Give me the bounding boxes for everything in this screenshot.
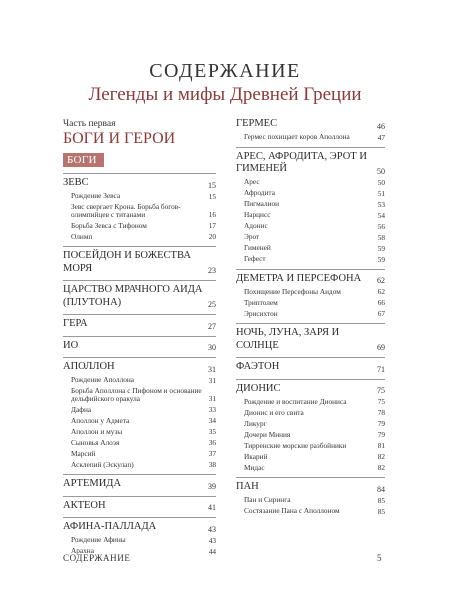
toc-left-column xyxy=(63,118,216,557)
toc-subentry[interactable] xyxy=(71,376,216,385)
toc-section-page: 50 xyxy=(377,166,385,176)
toc-section xyxy=(236,379,385,473)
toc-left-list xyxy=(63,173,216,556)
toc-subentry-page: 59 xyxy=(377,254,385,264)
toc-subentry-page: 85 xyxy=(377,495,385,505)
toc-subentry[interactable] xyxy=(244,441,385,450)
toc-subentry-title: Арес xyxy=(244,177,260,187)
toc-subentry-title: Афродита xyxy=(244,188,275,198)
toc-subentry[interactable] xyxy=(244,419,385,428)
page-title: СОДЕРЖАНИЕ xyxy=(149,60,301,82)
toc-section-heading[interactable] xyxy=(63,521,216,534)
toc-section-page: 46 xyxy=(377,121,385,131)
toc-subentry-page: 37 xyxy=(208,449,216,459)
toc-right-column xyxy=(236,118,385,517)
toc-section xyxy=(236,147,385,264)
toc-subentry[interactable] xyxy=(244,408,385,417)
toc-subentry[interactable] xyxy=(244,298,385,307)
toc-subentry-title: Асклепий (Эскулап) xyxy=(71,459,134,469)
toc-subentry[interactable] xyxy=(244,178,385,187)
toc-subentry-page: 79 xyxy=(377,430,385,439)
toc-subentry-page: 54 xyxy=(377,210,385,220)
toc-section-title: ДИОНИС xyxy=(236,382,281,394)
toc-subentry-title: Борьба Зевса с Тифоном xyxy=(71,220,147,230)
toc-subentry-title: Пигмалион xyxy=(244,199,280,209)
toc-subentry-title: Тирренские морские разбойники xyxy=(244,440,347,450)
toc-section-page: 43 xyxy=(208,524,216,534)
toc-subentry-title: Арахна xyxy=(71,546,94,556)
toc-section-heading[interactable] xyxy=(63,500,216,513)
toc-subentry-title: Ликург xyxy=(244,418,267,428)
toc-section-heading[interactable] xyxy=(236,327,385,352)
toc-subentry-title: Олимп xyxy=(71,231,93,241)
toc-subentry-page: 75 xyxy=(377,397,385,406)
toc-subentry[interactable] xyxy=(244,287,385,296)
toc-section-title: ПАН xyxy=(236,481,259,492)
toc-section-page: 23 xyxy=(208,266,216,276)
toc-section-title: ПОСЕЙДОН И БОЖЕСТВА МОРЯ xyxy=(63,250,191,274)
toc-subentry[interactable] xyxy=(244,255,385,264)
toc-section xyxy=(236,269,385,319)
toc-subentry-page: 43 xyxy=(208,535,216,545)
toc-section xyxy=(63,336,216,353)
toc-subentry-title: Борьба Аполлона с Пифоном и основание дельфийского оракула xyxy=(71,385,202,403)
toc-right-list xyxy=(236,118,385,516)
toc-subentry-page: 82 xyxy=(377,463,385,472)
toc-subentry-page: 15 xyxy=(208,191,216,201)
toc-section xyxy=(236,118,385,142)
toc-subentry-title: Дионис и его свита xyxy=(244,407,304,417)
toc-subentry[interactable] xyxy=(244,233,385,242)
toc-subentries xyxy=(236,178,385,264)
toc-subentry-title: Дафна xyxy=(71,404,92,414)
toc-subentry-title: Эрот xyxy=(244,232,260,242)
toc-section-title: ГЕРА xyxy=(63,318,88,330)
toc-section-heading[interactable] xyxy=(236,383,385,396)
toc-section-heading[interactable] xyxy=(236,273,385,286)
toc-subentries xyxy=(236,133,385,142)
toc-subentry[interactable] xyxy=(71,536,216,545)
toc-section-title: ЗЕВС xyxy=(63,177,89,188)
toc-subentry[interactable] xyxy=(244,133,385,142)
toc-section-title: НОЧЬ, ЛУНА, ЗАРЯ И СОЛНЦЕ xyxy=(236,327,340,351)
toc-section-heading[interactable] xyxy=(236,361,385,374)
toc-subentry[interactable] xyxy=(244,309,385,318)
toc-subentry[interactable] xyxy=(71,416,216,425)
toc-section xyxy=(63,496,216,513)
toc-subentry-page: 16 xyxy=(208,210,216,220)
part-title: БОГИ И ГЕРОИ xyxy=(63,130,176,147)
toc-section-page: 15 xyxy=(208,180,216,190)
toc-section-page: 30 xyxy=(208,343,216,353)
toc-section-heading[interactable] xyxy=(63,284,216,309)
toc-subentries xyxy=(236,397,385,472)
toc-section-title: ДЕМЕТРА И ПЕРСЕФОНА xyxy=(236,272,362,284)
toc-subentries xyxy=(63,376,216,470)
toc-subentry-title: Аполлон у Адмета xyxy=(71,415,130,425)
toc-subentry-title: Зевс свергает Крона. Борьба богов-олимпийцев с титанами xyxy=(71,201,181,219)
toc-subentry[interactable] xyxy=(71,387,216,404)
toc-section xyxy=(63,246,216,275)
toc-subentry-page: 66 xyxy=(377,298,385,307)
toc-subentry-page: 36 xyxy=(208,438,216,448)
toc-subentry-page: 79 xyxy=(377,419,385,428)
toc-subentry[interactable] xyxy=(71,405,216,414)
toc-subentry[interactable] xyxy=(244,200,385,209)
footer-label: СОДЕРЖАНИЕ xyxy=(63,553,131,563)
toc-section-page: 69 xyxy=(377,343,385,352)
toc-section-heading[interactable] xyxy=(63,361,216,374)
toc-section-page: 31 xyxy=(208,364,216,374)
toc-subentry-title: Рождение и воспитание Диониса xyxy=(244,396,347,406)
toc-subentry[interactable] xyxy=(244,244,385,253)
toc-subentry-title: Нарцисс xyxy=(244,210,271,220)
toc-subentry-title: Состязание Пана с Аполлоном xyxy=(244,506,340,516)
toc-subentry-page: 82 xyxy=(377,452,385,461)
toc-subentry[interactable] xyxy=(71,449,216,458)
toc-section-heading[interactable] xyxy=(236,118,385,131)
toc-subentry-page: 50 xyxy=(377,177,385,187)
toc-section-heading[interactable] xyxy=(63,250,216,275)
toc-subentry-title: Рождение Афины xyxy=(71,535,126,545)
toc-section-title: АФИНА-ПАЛЛАДА xyxy=(63,521,157,533)
toc-subentry-title: Гефест xyxy=(244,254,266,264)
toc-subentry[interactable] xyxy=(71,427,216,436)
toc-section xyxy=(63,517,216,556)
toc-subentry-title: Марсий xyxy=(71,448,96,458)
toc-subentry[interactable] xyxy=(244,211,385,220)
toc-subentry[interactable] xyxy=(71,192,216,201)
toc-section-page: 84 xyxy=(377,484,385,494)
toc-subentry-title: Аполлон и музы xyxy=(71,426,123,436)
toc-subentry-title: Эрисихтон xyxy=(244,308,278,318)
toc-subentry-title: Адонис xyxy=(244,221,268,231)
toc-section-title: АРТЕМИДА xyxy=(63,478,122,490)
toc-section-page: 39 xyxy=(208,481,216,491)
toc-section-page: 25 xyxy=(208,300,216,310)
toc-subentry-page: 78 xyxy=(377,408,385,417)
toc-section-page: 71 xyxy=(377,364,385,374)
toc-subentry-page: 31 xyxy=(208,394,216,404)
toc-section-title: ИО xyxy=(63,339,79,351)
toc-section-title: АРЕС, АФРОДИТА, ЭРОТ И ГИМЕНЕЙ xyxy=(236,150,367,174)
toc-section-page: 27 xyxy=(208,321,216,331)
toc-subentries xyxy=(236,287,385,318)
toc-subentry-page: 81 xyxy=(377,441,385,450)
toc-subentry-title: Рождение Зевса xyxy=(71,191,121,201)
toc-section xyxy=(236,357,385,374)
toc-subentry[interactable] xyxy=(244,222,385,231)
toc-subentry[interactable] xyxy=(71,203,216,220)
toc-subentry-page: 59 xyxy=(377,243,385,253)
footer-page-number: 5 xyxy=(377,553,382,563)
toc-subentry-title: Триптолем xyxy=(244,297,278,307)
toc-subentry-page: 17 xyxy=(208,221,216,231)
toc-subentry-title: Сыновья Алоэя xyxy=(71,437,120,447)
toc-subentry-title: Похищение Персефоны Аидом xyxy=(244,286,341,296)
toc-subentry-title: Мидас xyxy=(244,462,265,472)
toc-subentry[interactable] xyxy=(71,232,216,241)
toc-subentry-page: 56 xyxy=(377,221,385,231)
toc-section-title: ФАЭТОН xyxy=(236,361,280,372)
toc-subentry-title: Пан и Сиринга xyxy=(244,495,291,505)
toc-section-page: 75 xyxy=(377,386,385,395)
toc-section xyxy=(63,280,216,309)
toc-subentry-page: 34 xyxy=(208,416,216,426)
toc-section-heading[interactable] xyxy=(236,151,385,176)
toc-section-title: АКТЕОН xyxy=(63,499,106,511)
book-subtitle: Легенды и мифы Древней Греции xyxy=(88,84,362,105)
toc-section-title: АПОЛЛОН xyxy=(63,361,115,373)
toc-subentry-page: 38 xyxy=(208,460,216,470)
toc-subentry-page: 47 xyxy=(377,132,385,142)
toc-subentry[interactable] xyxy=(244,397,385,406)
toc-section-heading[interactable] xyxy=(63,478,216,491)
toc-subentry[interactable] xyxy=(71,221,216,230)
section-box-label: БОГИ xyxy=(63,153,104,167)
toc-subentry-page: 51 xyxy=(377,188,385,198)
toc-subentry[interactable] xyxy=(244,452,385,461)
toc-section xyxy=(63,314,216,331)
toc-subentries xyxy=(63,192,216,242)
toc-section-heading[interactable] xyxy=(63,177,216,190)
toc-subentry-page: 20 xyxy=(208,232,216,242)
toc-subentry-title: Дочери Миния xyxy=(244,429,291,439)
toc-subentry-page: 35 xyxy=(208,427,216,437)
toc-subentry-page: 33 xyxy=(208,405,216,415)
toc-subentry[interactable] xyxy=(244,463,385,472)
toc-section-heading[interactable] xyxy=(63,340,216,353)
toc-subentry[interactable] xyxy=(71,460,216,469)
toc-section xyxy=(63,357,216,469)
toc-subentry-title: Икарий xyxy=(244,451,268,461)
toc-section-title: ЦАРСТВО МРАЧНОГО АИДА (ПЛУТОНА) xyxy=(63,284,203,308)
toc-subentry-title: Гермес похищает коров Аполлона xyxy=(244,132,350,142)
toc-subentry-title: Рождение Аполлона xyxy=(71,375,135,385)
toc-section xyxy=(236,477,385,516)
toc-subentry[interactable] xyxy=(244,430,385,439)
toc-subentries xyxy=(236,496,385,516)
toc-subentry-page: 85 xyxy=(377,506,385,516)
toc-subentry-title: Гименей xyxy=(244,243,271,253)
toc-subentry-page: 53 xyxy=(377,199,385,209)
toc-section-title: ГЕРМЕС xyxy=(236,118,278,129)
toc-section-heading[interactable] xyxy=(63,318,216,331)
toc-subentry[interactable] xyxy=(244,507,385,516)
toc-subentry-page: 31 xyxy=(208,375,216,385)
toc-section-page: 41 xyxy=(208,503,216,513)
part-label: Часть первая xyxy=(63,119,116,129)
toc-section-page: 62 xyxy=(377,276,385,285)
toc-section xyxy=(63,474,216,491)
toc-subentry[interactable] xyxy=(244,496,385,505)
toc-subentry-page: 67 xyxy=(377,309,385,318)
toc-subentry-page: 58 xyxy=(377,232,385,242)
toc-section xyxy=(236,323,385,352)
toc-subentry[interactable] xyxy=(71,438,216,447)
toc-subentry[interactable] xyxy=(244,189,385,198)
toc-subentry-page: 62 xyxy=(377,287,385,296)
toc-section xyxy=(63,173,216,241)
toc-section-heading[interactable] xyxy=(236,481,385,494)
toc-subentry-page: 44 xyxy=(208,546,216,556)
